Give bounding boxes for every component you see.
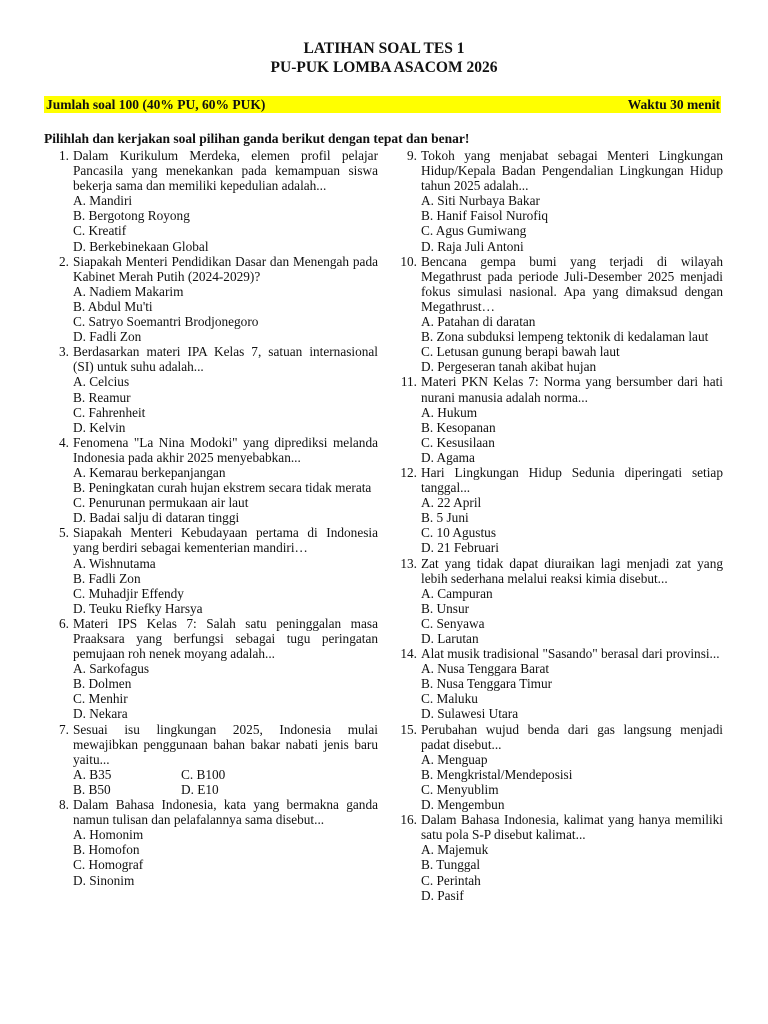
answer-option: C. Letusan gunung berapi bawah laut <box>421 344 620 360</box>
questions-column-right <box>392 148 723 903</box>
question-text: Bencana gempa bumi yang terjadi di wilayah Megathrust pada periode Juli-Desember 2025 menjadi fokus simulasi nasional. Apa yang dimaksud dengan Megathrust… <box>421 253 723 314</box>
question-item <box>44 344 378 435</box>
question-item <box>44 525 378 616</box>
answer-option: B. Tunggal <box>421 857 481 873</box>
question-number: 1. <box>59 148 69 163</box>
question-item <box>392 465 723 556</box>
question-text: Dalam Kurikulum Merdeka, elemen profil pelajar Pancasila yang menekankan pada kemampuan siswa bekerja sama dan memiliki kepedulian adalah... <box>73 148 378 194</box>
answer-option: B. Bergotong Royong <box>73 208 190 224</box>
question-text: Alat musik tradisional "Sasando" berasal dari provinsi... <box>421 646 720 662</box>
answer-option: D. Berkebinekaan Global <box>73 238 209 254</box>
answer-option: B. Zona subduksi lempeng tektonik di kedalaman laut <box>421 329 709 345</box>
answer-option: C. Kreatif <box>73 223 127 239</box>
question-text: Hari Lingkungan Hidup Sedunia diperingati setiap tanggal... <box>421 464 723 496</box>
answer-option: D. Fadli Zon <box>73 329 142 345</box>
answer-option: C. Menyublim <box>421 781 499 797</box>
answer-option: C. Satryo Soemantri Brodjonegoro <box>73 314 259 330</box>
question-item <box>44 148 378 254</box>
answer-option: D. Larutan <box>421 631 479 646</box>
question-item <box>392 254 723 375</box>
answer-option: D. Pasif <box>421 887 464 903</box>
answer-option: D. Teuku Riefky Harsya <box>73 600 203 616</box>
answer-option: A. Homonim <box>73 827 144 843</box>
answer-option: A. Wishnutama <box>73 555 156 571</box>
answer-option: C. Kesusilaan <box>421 434 495 450</box>
answer-option: C. Homograf <box>73 857 144 873</box>
answer-option: C. Maluku <box>421 691 478 707</box>
instruction-text: Pilihlah dan kerjakan soal pilihan ganda berikut dengan tepat dan benar! <box>44 131 470 146</box>
question-text: Dalam Bahasa Indonesia, kata yang bermakna ganda namun tulisan dan pelafalannya sama disebut... <box>73 797 378 828</box>
answer-option: B. 5 Juni <box>421 510 469 526</box>
question-item <box>44 435 378 526</box>
question-number: 8. <box>59 797 69 813</box>
answer-option: A. Celcius <box>73 374 130 390</box>
question-number: 5. <box>59 525 69 541</box>
answer-option: D. Mengembun <box>421 797 505 813</box>
answer-option: A. Mandiri <box>73 193 133 209</box>
answer-option: D. Sulawesi Utara <box>421 706 519 722</box>
answer-option: D. Kelvin <box>73 419 126 435</box>
question-item <box>392 646 723 721</box>
answer-option: D. Nekara <box>73 706 128 722</box>
answer-option: B. Kesopanan <box>421 419 496 435</box>
question-item <box>392 148 723 254</box>
question-number: 13. <box>400 555 417 571</box>
document-title: LATIHAN SOAL TES 1 <box>303 40 465 57</box>
answer-option: D. E10 <box>181 781 219 797</box>
question-number: 11. <box>400 374 417 390</box>
question-number: 6. <box>59 615 69 631</box>
question-item <box>392 722 723 813</box>
question-text: Berdasarkan materi IPA Kelas 7, satuan internasional (SI) untuk suhu adalah... <box>73 344 378 375</box>
answer-option: C. B100 <box>181 766 226 782</box>
question-text: Materi IPS Kelas 7: Salah satu peninggalan masa Praaksara yang berfungsi sebagai tugu peringatan pemujaan roh nenek moyang adalah... <box>73 615 378 662</box>
answer-option: B. Abdul Mu'ti <box>73 298 153 314</box>
question-text: Materi PKN Kelas 7: Norma yang bersumber dari hati nurani manusia adalah norma... <box>421 374 723 405</box>
question-item <box>392 556 723 647</box>
question-number: 15. <box>400 721 417 737</box>
question-text: Dalam Bahasa Indonesia, kalimat yang hanya memiliki satu pola S-P disebut kalimat... <box>421 812 723 843</box>
answer-option: C. Agus Gumiwang <box>421 223 527 239</box>
question-text: Zat yang tidak dapat diuraikan lagi menjadi zat yang lebih sederhana melalui reaksi kimia disebut... <box>421 555 723 586</box>
answer-option: A. Siti Nurbaya Bakar <box>421 193 540 209</box>
answer-option: B. Fadli Zon <box>73 570 141 586</box>
question-item <box>44 722 378 797</box>
answer-option: B. B50 <box>73 781 111 797</box>
answer-option: C. Senyawa <box>421 615 485 631</box>
question-number: 16. <box>400 812 417 828</box>
question-item <box>44 797 378 888</box>
answer-option: A. B35 <box>73 766 112 782</box>
answer-option: A. Campuran <box>421 585 493 601</box>
question-count: Jumlah soal 100 (40% PU, 60% PUK) <box>46 97 266 112</box>
answer-option: D. Agama <box>421 449 475 465</box>
question-text: Fenomena "La Nina Modoki" yang diprediksi melanda Indonesia pada akhir 2025 menyebabkan... <box>73 434 378 465</box>
answer-option: D. 21 Februari <box>421 540 499 556</box>
answer-option: A. Hukum <box>421 404 478 420</box>
question-number: 10. <box>400 253 417 269</box>
answer-option: C. Fahrenheit <box>73 404 146 420</box>
answer-option: C. Penurunan permukaan air laut <box>73 495 249 511</box>
answer-option: A. Kemarau berkepanjangan <box>73 464 226 480</box>
info-bar <box>44 96 721 113</box>
question-number: 2. <box>59 253 69 269</box>
answer-option: A. Nadiem Makarim <box>73 283 184 299</box>
answer-option: C. Muhadjir Effendy <box>73 585 184 601</box>
answer-option: B. Peningkatan curah hujan ekstrem secara tidak merata <box>73 480 372 496</box>
question-number: 14. <box>400 646 417 662</box>
answer-option: B. Unsur <box>421 600 470 616</box>
questions-column-left <box>44 148 378 888</box>
answer-option: A. Menguap <box>421 751 488 767</box>
question-item <box>44 616 378 722</box>
answer-option: D. Raja Juli Antoni <box>421 238 524 254</box>
answer-option: B. Mengkristal/Mendeposisi <box>421 766 573 782</box>
question-number: 3. <box>59 344 69 360</box>
question-item <box>44 254 378 345</box>
question-text: Tokoh yang menjabat sebagai Menteri Lingkungan Hidup/Kepala Badan Pengendalian Lingkungan Hidup tahun 2025 adalah... <box>421 148 723 194</box>
answer-option: A. Nusa Tenggara Barat <box>421 661 550 677</box>
question-number: 7. <box>59 721 69 737</box>
answer-option: A. Majemuk <box>421 842 489 858</box>
answer-option: A. Sarkofagus <box>73 661 150 677</box>
answer-option: A. Patahan di daratan <box>421 314 536 330</box>
answer-option: D. Sinonim <box>73 872 135 888</box>
question-number: 9. <box>407 148 417 163</box>
answer-option: C. Menhir <box>73 691 128 707</box>
answer-option: D. Pergeseran tanah akibat hujan <box>421 359 597 375</box>
answer-option: B. Hanif Faisol Nurofiq <box>421 208 549 224</box>
answer-option: B. Dolmen <box>73 676 132 692</box>
question-number: 4. <box>59 434 69 450</box>
answer-option: D. Badai salju di dataran tinggi <box>73 510 240 526</box>
answer-option: B. Nusa Tenggara Timur <box>421 676 553 692</box>
question-item <box>392 812 723 903</box>
question-text: Perubahan wujud benda dari gas langsung menjadi padat disebut... <box>421 721 723 752</box>
question-item <box>392 374 723 465</box>
answer-option: C. Perintah <box>421 872 481 888</box>
question-text: Sesuai isu lingkungan 2025, Indonesia mulai mewajibkan penggunaan bahan bakar nabati jenis baru yaitu... <box>73 721 378 767</box>
answer-option: C. 10 Agustus <box>421 525 496 541</box>
question-number: 12. <box>400 464 417 480</box>
answer-option: A. 22 April <box>421 495 482 511</box>
question-text: Siapakah Menteri Pendidikan Dasar dan Menengah pada Kabinet Merah Putih (2024-2029)? <box>73 253 378 284</box>
time-limit: Waktu 30 menit <box>627 97 720 112</box>
answer-option: B. Homofon <box>73 842 140 858</box>
question-text: Siapakah Menteri Kebudayaan pertama di Indonesia yang berdiri sebagai kementerian mandiri… <box>73 525 378 556</box>
document-subtitle: PU-PUK LOMBA ASACOM 2026 <box>270 59 498 76</box>
answer-option: B. Reamur <box>73 389 131 405</box>
